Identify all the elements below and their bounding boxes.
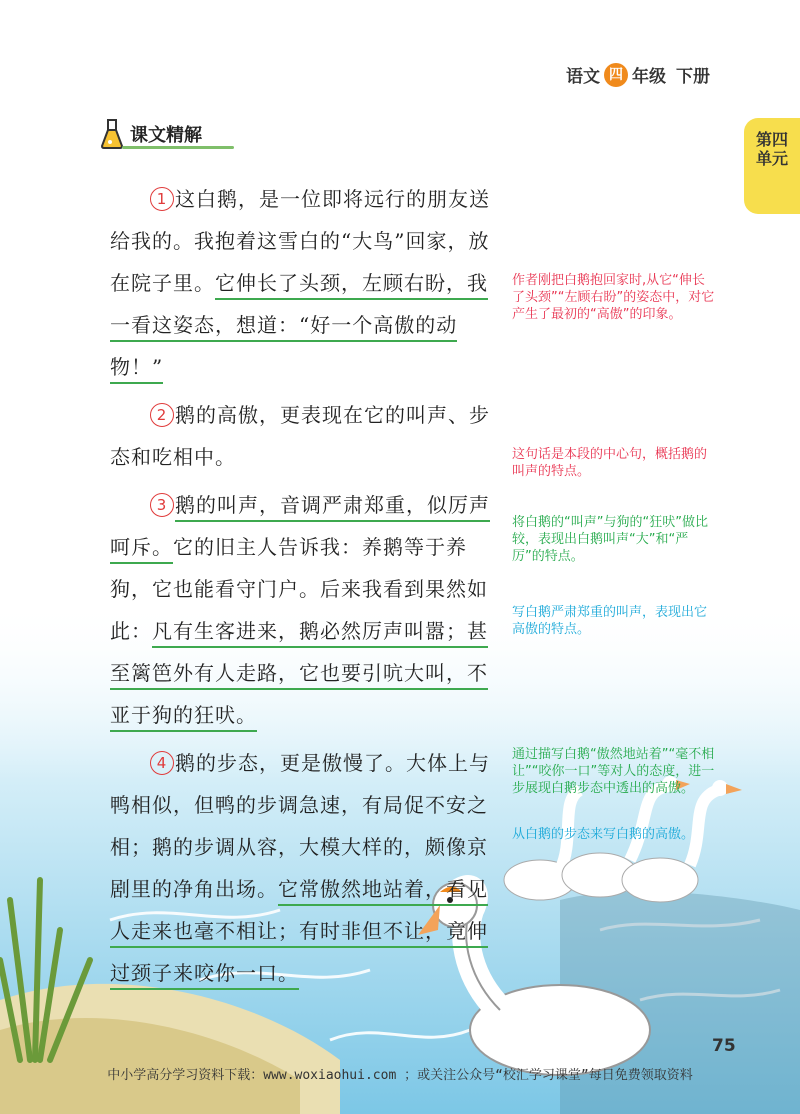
- flask-icon: [100, 118, 124, 150]
- subject-label: 语文: [566, 67, 600, 87]
- grade-suffix: 年级: [632, 67, 666, 87]
- paragraph-number: 3: [150, 493, 174, 517]
- footer-watermark: 中小学高分学习资料下载：www.woxiaohui.com ；或关注公众号“校汇学习课堂”每日免费领取资料: [107, 1068, 693, 1083]
- annotation-note: 写白鹅严肃郑重的叫声，表现出它高傲的特点。: [512, 605, 708, 637]
- volume-label: 下册: [676, 67, 710, 87]
- underlined-text: 它常傲然地站着，看见人走来也毫不相让；有时非但不让，竟伸过颈子来咬你一口。: [110, 877, 488, 990]
- annotation-note: 这句话是本段的中心句，概括鹅的叫声的特点。: [512, 447, 708, 479]
- grade-badge: 四: [604, 63, 628, 87]
- paragraph-2: [110, 394, 498, 478]
- paragraph-number: 2: [150, 403, 174, 427]
- paragraph-text: 它的旧主人告诉我：养鹅等于养狗，它也能看守门户。后来我看到果然如此：: [110, 535, 488, 643]
- annotation-note: 作者刚把白鹅抱回家时,从它“伸长了头颈”“左顾右盼”的姿态中，对它产生了最初的“高傲”的印象。: [512, 273, 715, 322]
- paragraph-number: 1: [150, 187, 174, 211]
- paragraph-text: 这白鹅，是一位即将远行的朋友送给我的。我抱着这雪白的“大鸟”回家，放在院子里。: [110, 187, 490, 295]
- paragraph-3: [110, 484, 498, 736]
- annotation-note: 将白鹅的“叫声”与狗的“狂吠”做比较，表现出白鹅叫声“大”和“严厉”的特点。: [512, 515, 708, 564]
- section-title-underline: [122, 146, 234, 149]
- underlined-text: 它伸长了头颈，左顾右盼，我一看这姿态，想道：“好一个高傲的动物！”: [110, 271, 488, 384]
- page-number: 75: [712, 1036, 736, 1056]
- lesson-text: [110, 178, 498, 1000]
- unit-tab-line-2: 单元: [756, 149, 789, 168]
- paragraph-4: [110, 742, 498, 994]
- unit-tab-line-1: 第四: [756, 130, 789, 149]
- paragraph-text: 鹅的高傲，更表现在它的叫声、步态和吃相中。: [110, 403, 490, 469]
- paragraph-number: 4: [150, 751, 174, 775]
- annotation-note: 通过描写白鹅“傲然地站着”“毫不相让”“咬你一口”等对人的态度，进一步展现白鹅步态中透出的高傲。: [512, 747, 715, 796]
- annotation-note: 从白鹅的步态来写白鹅的高傲。: [512, 827, 695, 842]
- section-title-text: 课文精解: [130, 125, 202, 146]
- section-title: [100, 118, 202, 150]
- underlined-text: 鹅的叫声，音调严肃郑重，似厉声呵斥。: [110, 493, 490, 564]
- paragraph-1: [110, 178, 498, 388]
- paragraph-text: 鹅的步态，更是傲慢了。大体上与鸭相似，但鸭的步调急速，有局促不安之相；鹅的步调从容，大模大样的，颇像京剧里的净角出场。: [110, 751, 490, 901]
- page-header: [566, 62, 710, 87]
- underlined-text: 凡有生客进来，鹅必然厉声叫嚣；甚至篱笆外有人走路，它也要引吭大叫，不亚于狗的狂吠。: [110, 619, 488, 732]
- unit-tab: [744, 118, 800, 214]
